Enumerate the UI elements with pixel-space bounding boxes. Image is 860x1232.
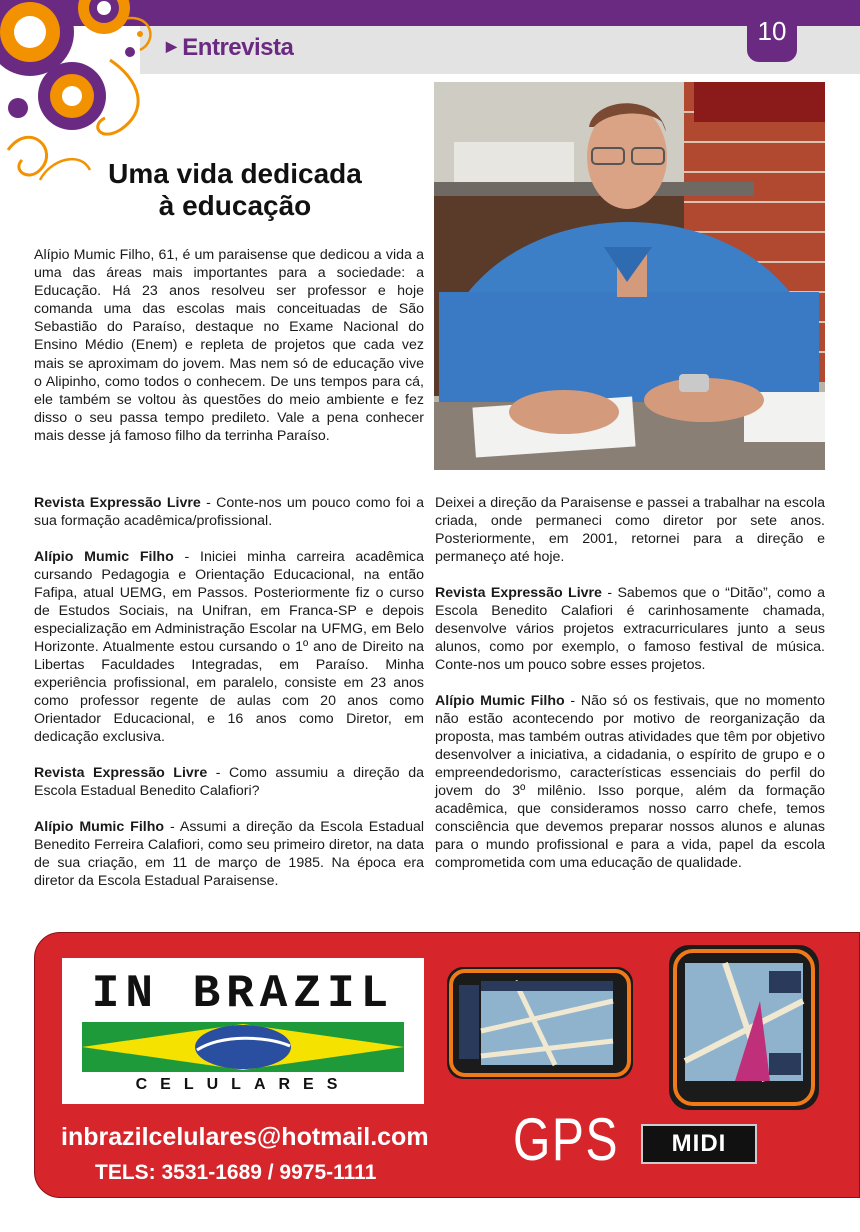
paragraph [34, 548, 424, 746]
paragraph-text: - Não só os festivais, que no momento não estão acontecendo por motivo de reorganização da proposta, mas também outras atividades que têm por objetivo desenvolver a iniciativa, a cidadania, o espírito de grupo e o empreendedorismo, características essenciais do perfil do jovem do 3º milênio. Isso porque, além da formação acadêmica, que consideramos nosso carro chefe, temos consciência que devemos preparar nossos alunos e alunas para o mundo profissional e para a vida, papel da escola comprometida com uma educação de qualidade. [435, 693, 825, 871]
article-title-line1: Uma vida dedicada [108, 158, 362, 189]
paragraph [435, 494, 825, 566]
paragraph-text: - Iniciei minha carreira acadêmica cursando Pedagogia e Orientação Educacional, na então Fafipa, atual UEMG, em Passos. Posteriormente fiz o curso de Estudos Sociais, na Unifran, em Franca-SP e depois especialização em Administração Escolar na UFMG, em Belo Horizonte. Atualmente estou cursando o 1º ano de Direito na Libertas Faculdades Integradas, em Paraíso. Minha experiência profissional, em paralelo, consiste em 23 anos como professor regente de aulas com 20 anos como Orientador Educacional, e 16 anos como Diretor, em dedicação exclusiva. [34, 549, 424, 745]
product-label: GPS [513, 1106, 620, 1173]
article-column-2 [435, 494, 825, 890]
brazil-flag-icon [82, 1022, 404, 1072]
speaker-name: Revista Expressão Livre [34, 765, 208, 781]
article-lead: Alípio Mumic Filho, 61, é um paraisense que dedicou a vida a uma das áreas mais importantes para a sociedade: a Educação. Há 23 anos resolveu ser professor e hoje comanda uma das escolas mais conceituadas de São Sebastião do Paraíso, destaque no Exame Nacional do Ensino Médio (Enem) e repleta de projetos que cada vez mais se aproximam do jovem. Mas nem só de educação vive o Alipinho, como todos o conhecem. De uns tempos para cá, ele também se voltou às questões do meio ambiente e fez disso o seu passa tempo predileto. Vale a pena conhecer mais desse já famoso filho da terrinha Paraíso. [34, 247, 424, 444]
paragraph [34, 764, 424, 800]
brand-subtitle: CELULARES [135, 1076, 351, 1093]
paragraph-text: - Como assumiu a direção da Escola Estadual Benedito Calafiori? [34, 765, 424, 799]
interviewee-photo [434, 82, 825, 470]
midi-logo: MIDI [641, 1124, 757, 1164]
section-name: Entrevista [182, 34, 294, 61]
paragraph [435, 692, 825, 872]
article-title-line2: à educação [158, 190, 312, 221]
paragraph-text: - Sabemos que o “Ditão”, como a Escola Benedito Calafiori é carinhosamente chamada, desenvolve vários projetos extracurriculares junto a seus alunos, como por exemplo, o famoso festival de música. Conte-nos um pouco sobre esses projetos. [435, 585, 825, 673]
ad-phones: TELS: 3531-1689 / 9975-1111 [95, 1161, 377, 1184]
advertisement-banner[interactable] [34, 932, 860, 1198]
paragraph-text: Deixei a direção da Paraisense e passei a trabalhar na escola criada, onde permaneci como diretor por sete anos. Posteriormente, em 2001, retornei para a direção e permaneço até hoje. [435, 495, 825, 565]
arrow-right-icon: ▶ [166, 38, 177, 54]
ad-email[interactable]: inbrazilcelulares@hotmail.com [61, 1123, 429, 1151]
brand-name: IN BRAZIL [91, 968, 395, 1020]
article-title [60, 158, 410, 222]
paragraph [435, 584, 825, 674]
paragraph-text: - Assumi a direção da Escola Estadual Benedito Ferreira Calafiori, como seu primeiro diretor, na data de sua criação, em 11 de março de 1985. Na época era diretor da Escola Estadual Paraisense. [34, 819, 424, 889]
paragraph [34, 494, 424, 530]
paragraph [34, 818, 424, 890]
paragraph-text: - Conte-nos um pouco como foi a sua formação acadêmica/profissional. [34, 495, 424, 529]
page-number: 10 [747, 0, 797, 62]
gps-device-icon [445, 961, 635, 1086]
section-label [166, 34, 293, 62]
speaker-name: Alípio Mumic Filho [34, 549, 174, 565]
speaker-name: Revista Expressão Livre [435, 585, 602, 601]
speaker-name: Alípio Mumic Filho [34, 819, 165, 835]
speaker-name: Revista Expressão Livre [34, 495, 201, 511]
in-brazil-logo [62, 958, 424, 1104]
gps-device-icon [665, 941, 825, 1116]
article-column-1 [34, 494, 424, 908]
speaker-name: Alípio Mumic Filho [435, 693, 565, 709]
